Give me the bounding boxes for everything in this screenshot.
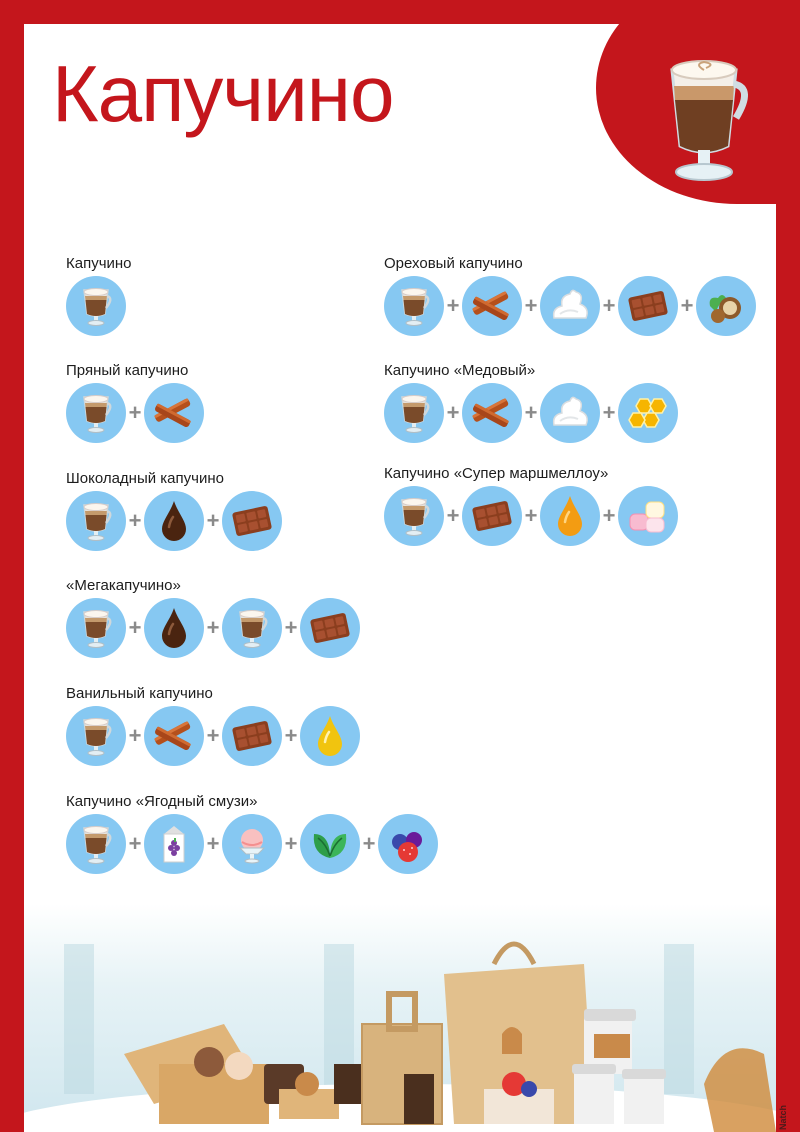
chocolate-syrup-icon (144, 491, 204, 551)
hazelnut-icon (696, 276, 756, 336)
recipe-name: Шоколадный капучино (66, 470, 224, 487)
cinnamon-icon (144, 383, 204, 443)
recipe-card (384, 464, 678, 546)
cappuccino-icon (384, 276, 444, 336)
plus-sign: + (524, 503, 538, 528)
honeycomb-icon (618, 383, 678, 443)
plus-sign: + (128, 831, 142, 856)
cinnamon-icon (462, 383, 522, 443)
chocolate-bar-icon (462, 486, 522, 546)
recipe-card (66, 254, 132, 336)
cappuccino-icon (66, 706, 126, 766)
recipe-sheet (24, 24, 776, 1132)
chocolate-bar-icon (222, 706, 282, 766)
cappuccino-icon (66, 383, 126, 443)
ingredient-row (66, 706, 360, 766)
recipe-card (384, 254, 756, 336)
berries-icon (378, 814, 438, 874)
recipe-card (66, 361, 204, 443)
plus-sign: + (206, 831, 220, 856)
plus-sign: + (284, 615, 298, 640)
plus-sign: + (680, 293, 694, 318)
plus-sign: + (524, 400, 538, 425)
ice-cream-icon (222, 814, 282, 874)
cappuccino-icon (66, 491, 126, 551)
cinnamon-icon (144, 706, 204, 766)
recipe-name: Ванильный капучино (66, 685, 213, 702)
plus-sign: + (524, 293, 538, 318)
cappuccino-icon (384, 486, 444, 546)
cappuccino-icon (222, 598, 282, 658)
plus-sign: + (602, 293, 616, 318)
cappuccino-icon (66, 814, 126, 874)
grape-juice-carton-icon (144, 814, 204, 874)
cafe-scene-illustration (24, 904, 776, 1132)
recipe-name: Пряный капучино (66, 362, 189, 379)
recipe-card (66, 469, 282, 551)
ingredient-row (66, 276, 132, 336)
plus-sign: + (206, 615, 220, 640)
cappuccino-icon (66, 276, 126, 336)
ingredient-row (384, 383, 678, 443)
plus-sign: + (602, 400, 616, 425)
recipe-card (66, 576, 360, 658)
plus-sign: + (128, 400, 142, 425)
recipe-name: Ореховый капучино (384, 255, 523, 272)
plus-sign: + (602, 503, 616, 528)
ingredient-row (66, 814, 438, 874)
plus-sign: + (362, 831, 376, 856)
mint-icon (300, 814, 360, 874)
chocolate-syrup-icon (144, 598, 204, 658)
chocolate-bar-icon (618, 276, 678, 336)
cappuccino-glass-icon (654, 40, 754, 190)
chocolate-bar-icon (300, 598, 360, 658)
chocolate-bar-icon (222, 491, 282, 551)
recipe-name: Капучино «Супер маршмеллоу» (384, 465, 609, 482)
whipped-cream-icon (540, 383, 600, 443)
marshmallow-icon (618, 486, 678, 546)
recipe-card (384, 361, 678, 443)
plus-sign: + (206, 508, 220, 533)
recipe-name: «Мегакапучино» (66, 577, 181, 594)
plus-sign: + (284, 831, 298, 856)
recipe-card (66, 792, 438, 874)
plus-sign: + (284, 723, 298, 748)
recipe-name: Капучино «Медовый» (384, 362, 536, 379)
ingredient-row (384, 276, 756, 336)
recipe-name: Капучино (66, 255, 132, 272)
artist-signature: Natch (778, 1104, 788, 1130)
plus-sign: + (446, 503, 460, 528)
recipe-name: Капучино «Ягодный смузи» (66, 793, 258, 810)
cappuccino-icon (66, 598, 126, 658)
recipe-card (66, 684, 360, 766)
plus-sign: + (206, 723, 220, 748)
vanilla-syrup-icon (300, 706, 360, 766)
cappuccino-icon (384, 383, 444, 443)
ingredient-row (66, 491, 282, 551)
plus-sign: + (446, 293, 460, 318)
plus-sign: + (446, 400, 460, 425)
ingredient-row (66, 598, 360, 658)
plus-sign: + (128, 723, 142, 748)
caramel-syrup-icon (540, 486, 600, 546)
ingredient-row (66, 383, 204, 443)
plus-sign: + (128, 615, 142, 640)
page-title: Капучино (52, 49, 394, 138)
whipped-cream-icon (540, 276, 600, 336)
ingredient-row (384, 486, 678, 546)
cinnamon-icon (462, 276, 522, 336)
plus-sign: + (128, 508, 142, 533)
